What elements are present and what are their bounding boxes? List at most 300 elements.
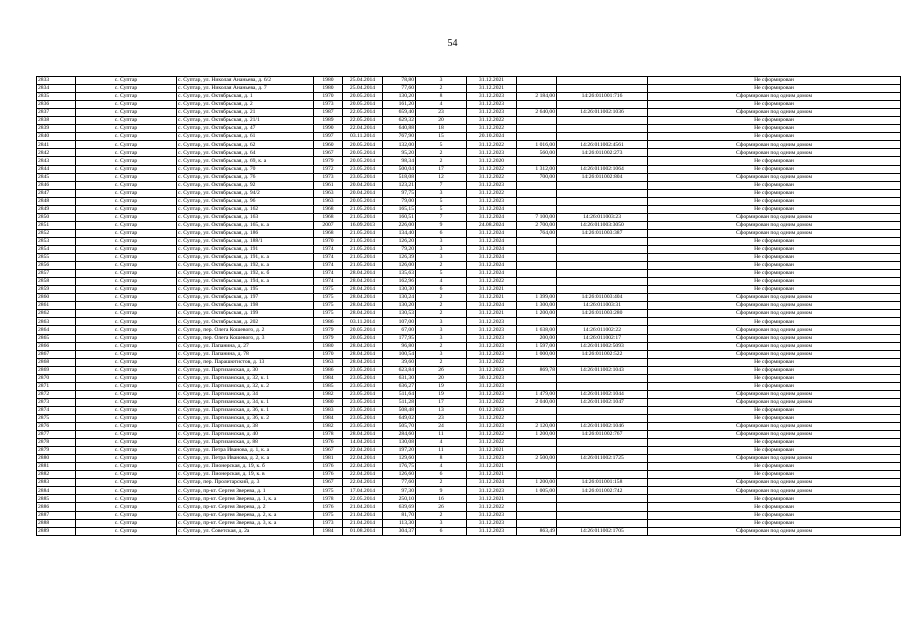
cell-count: 17 [416,398,467,406]
cell-address: с. Суптар, ул. Октябрьская, д. 64 [177,149,314,157]
cell-settlement: с. Суптар [76,302,177,310]
cell-term-date: 31.12.2021 [467,310,517,318]
cell-land-area: 7 100,00 [517,213,557,221]
cell-date: 01.08.2014 [343,527,383,535]
cell-build-year: 1963 [314,189,343,197]
register-table-body [37,77,901,536]
cell-land-area [517,278,557,286]
cell-build-year: 2007 [314,221,343,229]
cell-build-year: 1975 [314,286,343,294]
cell-land-status: Не сформирован [648,495,901,503]
cell-count: 3 [416,77,467,85]
cell-build-year: 1986 [314,318,343,326]
cell-cadastral-number: 14:26:011002:1036 [557,109,648,117]
table-row [37,101,901,109]
cell-land-area: 1 200,00 [517,310,557,318]
cell-address: с. Суптар, пер. Пролетарский, д. 3 [177,479,314,487]
cell-settlement: с. Суптар [76,149,177,157]
cell-build-year: 1974 [314,245,343,253]
cell-land-area [517,447,557,455]
cell-build-year: 1983 [314,406,343,414]
cell-build-year: 1982 [314,390,343,398]
cell-area: 226,00 [383,221,416,229]
cell-term-date: 31.12.2023 [467,149,517,157]
cell-address: с. Суптар, ул. Октябрьская, д. 47 [177,125,314,133]
cell-land-status: Не сформирован [648,447,901,455]
cell-term-date: 31.12.2022 [467,141,517,149]
cell-address: с. Суптар, ул. Октябрьская, д. 191, к. а [177,254,314,262]
cell-build-year: 1963 [314,358,343,366]
table-row [37,77,901,85]
cell-settlement: с. Суптар [76,382,177,390]
cell-address: с. Суптар, ул. Партизанская, д. 30 [177,366,314,374]
cell-address: с. Суптар, ул. Октябрьская, д. 1 [177,93,314,101]
cell-land-area [517,133,557,141]
cell-settlement: с. Суптар [76,141,177,149]
cell-address: с. Суптар, ул. Октябрьская, д. 199 [177,310,314,318]
cell-address: с. Суптар, пер. Парашютистов, д. 13 [177,358,314,366]
cell-build-year: 1984 [314,414,343,422]
cell-count: 5 [416,197,467,205]
cell-cadastral-number [557,439,648,447]
cell-row-number: 2849 [37,205,76,213]
cell-build-year: 1980 [314,398,343,406]
cell-area: 129,60 [383,455,416,463]
cell-build-year: 1974 [314,254,343,262]
cell-cadastral-number [557,447,648,455]
cell-area: 130,20 [383,93,416,101]
cell-term-date: 31.12.2022 [467,117,517,125]
cell-date: 21.04.2014 [343,511,383,519]
cell-build-year: 1997 [314,133,343,141]
cell-cadastral-number: 14:26:011002:1043 [557,366,648,374]
cell-row-number: 2847 [37,189,76,197]
cell-settlement: с. Суптар [76,125,177,133]
cell-land-area: 1 200,00 [517,431,557,439]
cell-land-area [517,117,557,125]
cell-row-number: 2851 [37,221,76,229]
cell-address: с. Суптар, ул. Партизанская, д. 34, к. 1 [177,398,314,406]
table-row [37,326,901,334]
cell-land-area [517,254,557,262]
cell-cadastral-number: 14:26:011002:1705 [557,527,648,535]
cell-term-date: 31.12.2023 [467,455,517,463]
register-table [36,76,901,536]
cell-count: 13 [416,406,467,414]
cell-row-number: 2875 [37,414,76,422]
cell-land-area [517,519,557,527]
cell-settlement: с. Суптар [76,197,177,205]
cell-settlement: с. Суптар [76,439,177,447]
cell-area: 250,10 [383,495,416,503]
cell-settlement: с. Суптар [76,374,177,382]
cell-land-status: Не сформирован [648,278,901,286]
cell-settlement: с. Суптар [76,479,177,487]
cell-build-year: 1980 [314,342,343,350]
cell-land-status: Не сформирован [648,181,901,189]
cell-build-year: 1980 [314,77,343,85]
cell-land-status: Не сформирован [648,85,901,93]
cell-date: 16.09.2013 [343,221,383,229]
cell-row-number: 2860 [37,294,76,302]
cell-land-area [517,374,557,382]
cell-address: с. Суптар, ул. Октябрьская, д. 195 [177,286,314,294]
cell-count: 2 [416,358,467,366]
cell-count: 12 [416,173,467,181]
table-row [37,382,901,390]
cell-land-status: Сформирован под одним домом [648,173,901,181]
cell-cadastral-number [557,197,648,205]
table-row [37,278,901,286]
cell-cadastral-number: 14:26:011002:17 [557,334,648,342]
cell-land-area [517,503,557,511]
cell-term-date: 31.12.2023 [467,366,517,374]
cell-land-status: Сформирован под одним домом [648,310,901,318]
cell-count: 11 [416,431,467,439]
cell-land-area: 2 700,00 [517,221,557,229]
cell-build-year: 1976 [314,463,343,471]
cell-area: 518,08 [383,173,416,181]
cell-land-status: Не сформирован [648,189,901,197]
cell-area: 81,70 [383,511,416,519]
cell-count: 9 [416,487,467,495]
cell-term-date: 24.08.2024 [467,221,517,229]
cell-term-date: 31.12.2022 [467,173,517,181]
cell-build-year: 1976 [314,471,343,479]
table-row [37,358,901,366]
cell-row-number: 2887 [37,511,76,519]
table-row [37,398,901,406]
cell-address: с. Суптар, пр-кт. Сергея Зверева, д. 1 [177,487,314,495]
cell-settlement: с. Суптар [76,431,177,439]
cell-cadastral-number [557,503,648,511]
cell-cadastral-number: 14:26:011002:767 [557,431,648,439]
cell-address: с. Суптар, пер. Олега Кошевого, д. 2 [177,326,314,334]
cell-date: 22.05.2014 [343,117,383,125]
cell-cadastral-number: 14:26:011003:3050 [557,221,648,229]
cell-row-number: 2863 [37,318,76,326]
table-row [37,447,901,455]
cell-land-status: Не сформирован [648,463,901,471]
cell-land-area: 1 005,00 [517,487,557,495]
cell-address: с. Суптар, ул. Пионерская, д. 19, к. в [177,471,314,479]
cell-count: 2 [416,149,467,157]
cell-land-status: Не сформирован [648,406,901,414]
cell-term-date: 31.12.2021 [467,495,517,503]
cell-row-number: 2882 [37,471,76,479]
cell-row-number: 2842 [37,149,76,157]
cell-cadastral-number [557,237,648,245]
table-row [37,431,901,439]
cell-cadastral-number: 14:26:011001:716 [557,93,648,101]
cell-land-status: Сформирован под одним домом [648,302,901,310]
cell-date: 28.04.2014 [343,286,383,294]
cell-address: с. Суптар, ул. Партизанская, д. 88 [177,439,314,447]
cell-row-number: 2880 [37,455,76,463]
cell-cadastral-number: 14:26:011002:1047 [557,398,648,406]
cell-date: 21.05.2014 [343,245,383,253]
cell-land-status: Сформирован под одним домом [648,527,901,535]
cell-term-date: 31.12.2024 [467,237,517,245]
cell-date: 23.05.2014 [343,366,383,374]
cell-address: с. Суптар, ул. Октябрьская, д. 94/2 [177,189,314,197]
cell-area: 79,00 [383,197,416,205]
cell-area: 97,75 [383,189,416,197]
cell-land-status: Сформирован под одним домом [648,398,901,406]
cell-count: 7 [416,213,467,221]
cell-term-date: 31.12.2023 [467,101,517,109]
cell-term-date: 31.12.2024 [467,302,517,310]
cell-address: с. Суптар, ул. Октябрьская, д. 202 [177,318,314,326]
cell-area: 67,00 [383,326,416,334]
cell-cadastral-number [557,406,648,414]
cell-row-number: 2840 [37,133,76,141]
cell-cadastral-number [557,117,648,125]
cell-settlement: с. Суптар [76,205,177,213]
cell-settlement: с. Суптар [76,93,177,101]
cell-row-number: 2883 [37,479,76,487]
cell-count: 19 [416,382,467,390]
cell-build-year: 1973 [314,101,343,109]
cell-area: 284,60 [383,431,416,439]
cell-settlement: с. Суптар [76,326,177,334]
cell-row-number: 2868 [37,358,76,366]
cell-cadastral-number [557,463,648,471]
cell-land-status: Сформирован под одним домом [648,479,901,487]
cell-address: с. Суптар, ул. Октябрьская, д. 191 [177,245,314,253]
cell-land-area [517,125,557,133]
cell-land-status: Сформирован под одним домом [648,455,901,463]
cell-row-number: 2836 [37,101,76,109]
cell-count: 20 [416,117,467,125]
cell-date: 23.05.2014 [343,423,383,431]
cell-settlement: с. Суптар [76,334,177,342]
cell-land-area [517,463,557,471]
cell-address: с. Суптар, ул. Октябрьская, д. 192, к. а [177,262,314,270]
cell-settlement: с. Суптар [76,310,177,318]
cell-area: 636,27 [383,382,416,390]
cell-cadastral-number [557,374,648,382]
table-row [37,390,901,398]
cell-land-status: Не сформирован [648,511,901,519]
cell-area: 132,00 [383,141,416,149]
cell-date: 22.04.2014 [343,471,383,479]
cell-address: с. Суптар, ул. Папанина, д. 78 [177,350,314,358]
cell-date: 21.05.2014 [343,262,383,270]
cell-term-date: 31.12.2023 [467,326,517,334]
cell-address: с. Суптар, ул. Партизанская, д. 40 [177,431,314,439]
cell-row-number: 2879 [37,447,76,455]
cell-term-date: 31.12.2024 [467,205,517,213]
cell-address: с. Суптар, ул. Октябрьская, д. 62 [177,141,314,149]
cell-land-status: Сформирован под одним домом [648,294,901,302]
cell-term-date: 30.12.2023 [467,374,517,382]
cell-count: 6 [416,286,467,294]
cell-area: 160,51 [383,213,416,221]
cell-cadastral-number [557,262,648,270]
cell-cadastral-number [557,414,648,422]
cell-land-status: Не сформирован [648,358,901,366]
cell-land-area: 1 300,00 [517,302,557,310]
cell-area: 96,80 [383,342,416,350]
cell-row-number: 2878 [37,439,76,447]
cell-term-date: 31.12.2023 [467,197,517,205]
cell-term-date: 31.12.2022 [467,414,517,422]
table-row [37,125,901,133]
cell-date: 20.05.2014 [343,101,383,109]
cell-settlement: с. Суптар [76,463,177,471]
cell-land-area [517,406,557,414]
cell-row-number: 2865 [37,334,76,342]
cell-address: с. Суптар, ул. Петра Иванова, д. 1, к. а [177,447,314,455]
cell-land-area: 2 120,00 [517,423,557,431]
cell-cadastral-number: 14:26:011002:273 [557,149,648,157]
cell-date: 22.05.2014 [343,109,383,117]
cell-land-area [517,318,557,326]
cell-land-status: Не сформирован [648,165,901,173]
cell-cadastral-number: 14:26:011002:4561 [557,141,648,149]
cell-term-date: 31.12.2022 [467,439,517,447]
cell-date: 28.04.2014 [343,342,383,350]
cell-land-area: 2 500,00 [517,455,557,463]
cell-count: 4 [416,278,467,286]
cell-term-date: 31.12.2023 [467,334,517,342]
cell-count: 3 [416,189,467,197]
cell-count: 3 [416,245,467,253]
cell-area: 500,04 [383,165,416,173]
cell-address: с. Суптар, ул. Партизанская, д. 36, к. 2 [177,414,314,422]
cell-term-date: 31.12.2023 [467,342,517,350]
cell-row-number: 2862 [37,310,76,318]
cell-cadastral-number: 14:26:011003:23 [557,213,648,221]
cell-date: 28.04.2014 [343,358,383,366]
cell-build-year: 1976 [314,503,343,511]
cell-term-date: 31.12.2022 [467,503,517,511]
table-row [37,439,901,447]
cell-settlement: с. Суптар [76,358,177,366]
cell-date: 22.04.2014 [343,479,383,487]
cell-land-status: Сформирован под одним домом [648,141,901,149]
cell-build-year: 1975 [314,310,343,318]
cell-count: 18 [416,125,467,133]
cell-row-number: 2853 [37,237,76,245]
cell-term-date: 31.12.2023 [467,511,517,519]
cell-area: 511,28 [383,398,416,406]
table-row [37,286,901,294]
cell-term-date: 31.12.2023 [467,318,517,326]
cell-build-year: 1987 [314,109,343,117]
cell-address: с. Суптар, ул. Октябрьская, д. 61 [177,133,314,141]
cell-cadastral-number: 14:26:011002:22 [557,326,648,334]
cell-land-area: 869,78 [517,366,557,374]
cell-row-number: 2852 [37,229,76,237]
cell-date: 03.11.2014 [343,133,383,141]
cell-settlement: с. Суптар [76,85,177,93]
cell-land-status: Сформирован под одним домом [648,326,901,334]
cell-address: с. Суптар, ул. Партизанская, д. 32, к. 1 [177,374,314,382]
cell-row-number: 2871 [37,382,76,390]
table-row [37,471,901,479]
cell-land-area: 1 638,00 [517,326,557,334]
cell-row-number: 2846 [37,181,76,189]
cell-settlement: с. Суптар [76,406,177,414]
cell-area: 97,30 [383,487,416,495]
cell-count: 11 [416,447,467,455]
cell-land-area [517,495,557,503]
cell-date: 23.05.2014 [343,382,383,390]
cell-cadastral-number [557,77,648,85]
table-row [37,463,901,471]
cell-land-area [517,358,557,366]
table-row [37,245,901,253]
cell-address: с. Суптар, ул. Николая Ананьева, д. 6/2 [177,77,314,85]
cell-term-date: 31.12.2024 [467,254,517,262]
cell-count: 4 [416,439,467,447]
cell-area: 177,95 [383,334,416,342]
cell-row-number: 2854 [37,245,76,253]
cell-build-year: 1982 [314,423,343,431]
cell-address: с. Суптар, пр-кт. Сергея Зверева, д. 2 [177,503,314,511]
table-row [37,310,901,318]
cell-settlement: с. Суптар [76,455,177,463]
cell-land-area: 2 640,00 [517,109,557,117]
cell-row-number: 2870 [37,374,76,382]
cell-land-status: Не сформирован [648,414,901,422]
cell-count: 16 [416,495,467,503]
cell-date: 28.04.2014 [343,302,383,310]
cell-date: 23.05.2014 [343,414,383,422]
cell-address: с. Суптар, ул. Партизанская, д. 36, к. 1 [177,406,314,414]
cell-settlement: с. Суптар [76,414,177,422]
cell-term-date: 31.12.2021 [467,463,517,471]
cell-land-status: Не сформирован [648,286,901,294]
cell-land-status: Не сформирован [648,237,901,245]
cell-address: с. Суптар, ул. Октябрьская, д. 192, к. б [177,270,314,278]
cell-land-area [517,237,557,245]
cell-row-number: 2866 [37,342,76,350]
cell-settlement: с. Суптар [76,101,177,109]
cell-build-year: 1963 [314,197,343,205]
cell-address: с. Суптар, ул. Пионерская, д. 19, к. б [177,463,314,471]
cell-area: 130,20 [383,302,416,310]
cell-date: 21.04.2014 [343,519,383,527]
cell-date: 25.04.2014 [343,85,383,93]
cell-build-year: 1970 [314,93,343,101]
cell-date: 23.05.2014 [343,406,383,414]
cell-area: 130,30 [383,286,416,294]
cell-term-date: 31.12.2022 [467,431,517,439]
cell-cadastral-number: 14:26:011002:742 [557,487,648,495]
cell-build-year: 1968 [314,213,343,221]
cell-land-status: Сформирован под одним домом [648,431,901,439]
cell-land-status: Сформирован под одним домом [648,213,901,221]
cell-land-area: 1 479,00 [517,390,557,398]
cell-cadastral-number [557,101,648,109]
cell-land-area: 764,00 [517,229,557,237]
cell-build-year: 1978 [314,495,343,503]
cell-build-year: 1970 [314,350,343,358]
cell-date: 23.05.2014 [343,165,383,173]
cell-land-area [517,205,557,213]
cell-row-number: 2874 [37,406,76,414]
table-row [37,527,901,535]
cell-address: с. Суптар, ул. Октябрьская, д. 21 [177,109,314,117]
cell-row-number: 2872 [37,390,76,398]
cell-land-status: Не сформирован [648,197,901,205]
cell-cadastral-number [557,125,648,133]
cell-cadastral-number [557,358,648,366]
cell-settlement: с. Суптар [76,519,177,527]
